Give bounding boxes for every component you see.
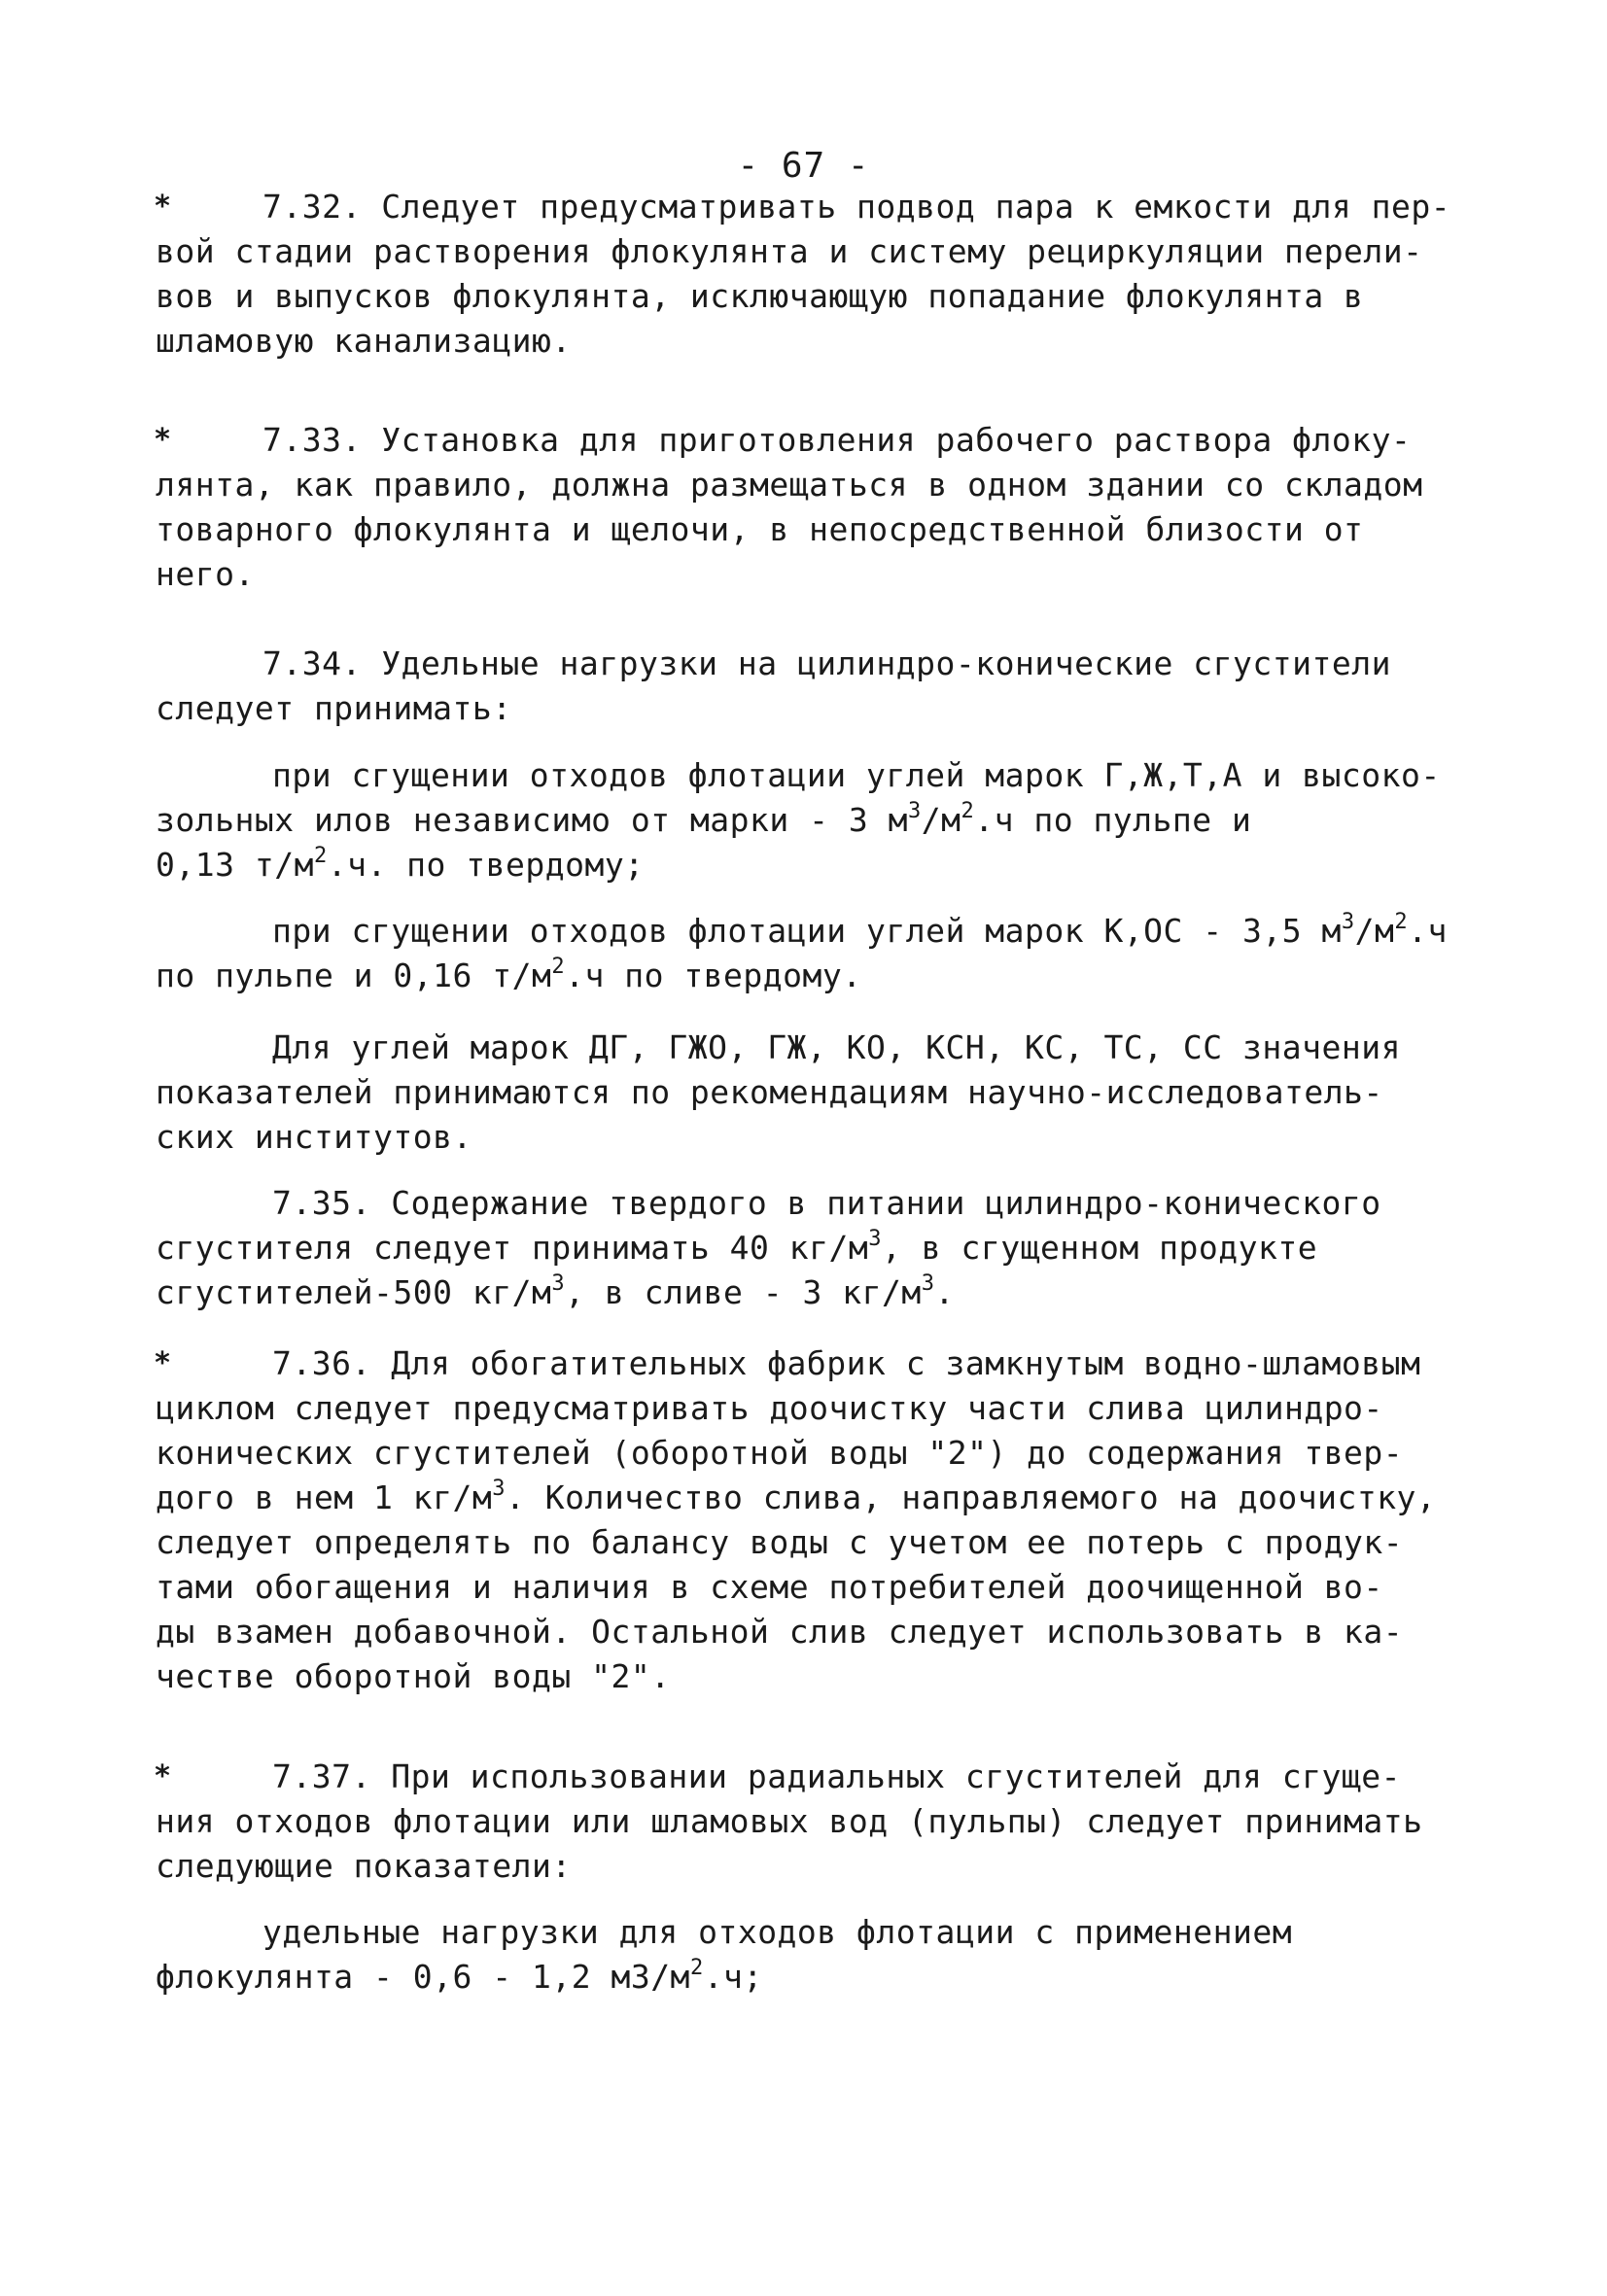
text-line: сгустителей-500 $кг/м^3$, в сливе - 3 $кг/м^3$. (156, 1271, 955, 1311)
paragraph-7-35 (156, 1181, 1497, 1315)
text-line: зольных илов независимо от марки - 3 $м^3/м^2.ч$ по пульпе и (156, 799, 1252, 839)
paragraph-7-34-note (156, 1026, 1497, 1160)
text-line: него. (156, 555, 255, 593)
text-line: 0,13 $т/м^2.ч$. по твердому; (156, 844, 645, 884)
text-line: дого в нем 1 $кг/м^3$. Количество слива, направляемого на доочистку, (156, 1477, 1437, 1516)
text-line: по пульпе и 0,16 $т/м^2.ч$ по твердому. (156, 955, 862, 994)
text-line: циклом следует предусматривать доочистку части слива цилиндро- (156, 1389, 1383, 1427)
text-line: ды взамен добавочной. Остальной слив следует использовать в ка- (156, 1613, 1404, 1651)
text-line: сгустителя следует принимать 40 $кг/м^3$, в сгущенном продукте (156, 1227, 1318, 1267)
paragraph-7-36 (156, 1341, 1497, 1699)
text-line: честве оборотной воды "2". (156, 1657, 671, 1695)
text-line: лянта, как правило, должна размещаться в одном здании со складом (156, 466, 1423, 504)
paragraph-7-32 (156, 185, 1497, 364)
page-number: - 67 - (737, 146, 870, 186)
text-line: удельные нагрузки для отходов флотации с применением (262, 1913, 1293, 1951)
text-line: показателей принимаются по рекомендациям научно-исследователь- (156, 1073, 1383, 1111)
text-line: 7.35. Содержание твердого в питании цилиндро-конического (272, 1184, 1381, 1222)
change-mark: * (154, 1346, 172, 1380)
text-line: следует определять по балансу воды с учетом ее потерь с продук- (156, 1523, 1404, 1561)
text-line: 7.36. Для обогатительных фабрик с замкнутым водно-шламовым (272, 1344, 1421, 1382)
text-line: 7.32. Следует предусматривать подвод пара к емкости для пер- (262, 188, 1451, 226)
paragraph-7-34-item-2 (156, 909, 1497, 998)
text-line: флокулянта - 0,6 - 1,2 $м3/м^2.ч$; (156, 1956, 763, 1996)
text-line: 7.37. При использовании радиальных сгустителей для сгуще- (272, 1757, 1401, 1795)
text-line: тами обогащения и наличия в схеме потребителей доочищенной во- (156, 1568, 1383, 1606)
change-mark: * (154, 1759, 172, 1793)
change-mark: * (154, 423, 172, 457)
paragraph-7-33 (156, 418, 1497, 597)
text-line: конических сгустителей (оборотной воды "2") до содержания твер- (156, 1434, 1404, 1472)
paragraph-7-37 (156, 1755, 1497, 1889)
text-line: Для углей марок ДГ, ГЖО, ГЖ, КО, КСН, КС, ТС, СС значения (272, 1028, 1401, 1066)
text-line: товарного флокулянта и щелочи, в непосредственной близости от (156, 510, 1364, 548)
text-line: ских институтов. (156, 1118, 472, 1156)
paragraph-7-34-item-1 (156, 753, 1497, 887)
change-mark: * (154, 190, 172, 224)
text-line: вой стадии растворения флокулянта и систему рециркуляции перели- (156, 232, 1423, 270)
paragraph-7-34 (156, 642, 1497, 731)
paragraph-7-37-item-1 (156, 1910, 1497, 2000)
text-line: при сгущении отходов флотации углей марок Г,Ж,Т,А и высоко- (272, 756, 1441, 794)
text-line: 7.33. Установка для приготовления рабочего раствора флоку- (262, 421, 1412, 459)
text-line: шламовую канализацию. (156, 322, 572, 360)
text-line: следует принимать: (156, 689, 512, 727)
text-line: вов и выпусков флокулянта, исключающую попадание флокулянта в (156, 277, 1364, 315)
text-line: следующие показатели: (156, 1847, 572, 1885)
text-line: 7.34. Удельные нагрузки на цилиндро-конические сгустители (262, 644, 1391, 682)
text-line: ния отходов флотации или шламовых вод (пульпы) следует принимать (156, 1802, 1423, 1840)
text-line: при сгущении отходов флотации углей марок К,ОС - 3,5 $м^3/м^2.ч$ (272, 910, 1448, 950)
